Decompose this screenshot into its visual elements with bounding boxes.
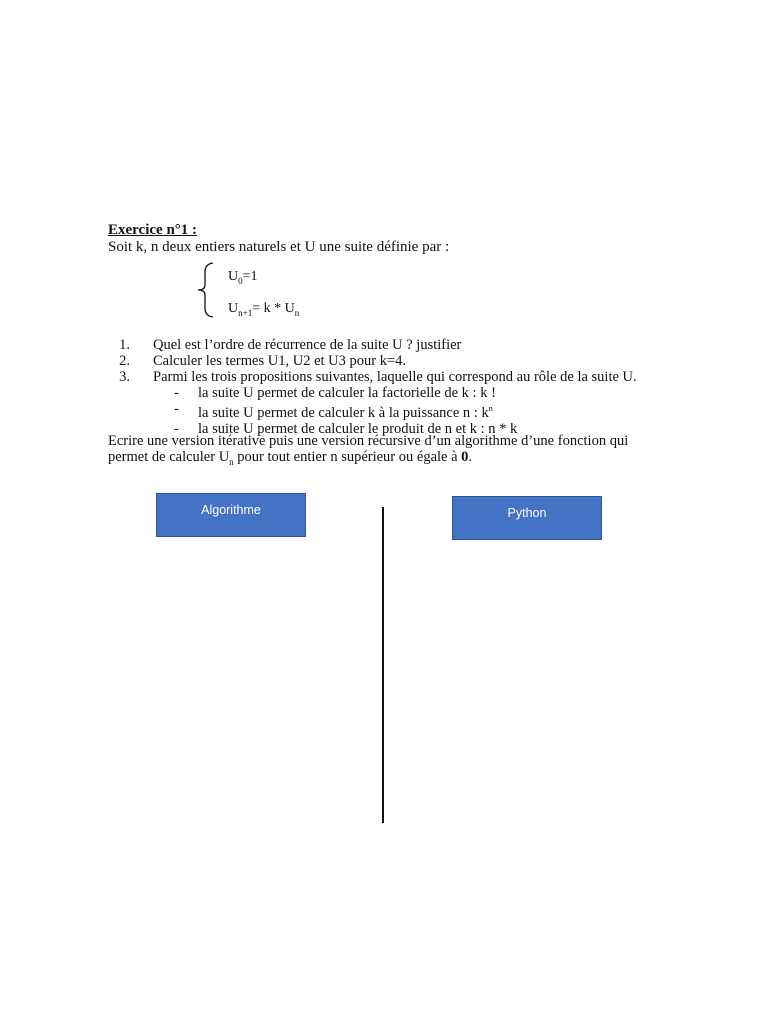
bullet-dash: - — [174, 401, 179, 417]
proposition-text: la suite U permet de calculer la factorielle de k : k ! — [198, 385, 496, 401]
final-instruction-line2: permet de calculer $U_n$ pour tout entier n supérieur ou égale à 0. — [108, 449, 473, 467]
proposition-text: la suite U permet de calculer k à la puissance n : $k^n$ — [198, 404, 493, 421]
proposition-item — [108, 385, 688, 401]
proposition-item — [108, 401, 688, 421]
vertical-divider — [382, 507, 384, 823]
question-item — [108, 337, 688, 353]
python-box: Python — [452, 496, 602, 540]
question-number: 1. — [119, 337, 130, 353]
question-number: 2. — [119, 353, 130, 369]
question-item — [108, 369, 688, 385]
bullet-dash: - — [174, 420, 179, 437]
final-instruction-line1: Ecrire une version itérative puis une version récursive d’un algorithme d’une fonction qui — [108, 433, 629, 449]
curly-brace-icon — [195, 262, 217, 318]
proposition-text: la suite U permet de calculer le produit de n et k : n * k — [198, 420, 518, 437]
question-text: Quel est l’ordre de récurrence de la suite U ? justifier — [153, 337, 462, 353]
question-text: Calculer les termes U1, U2 et U3 pour k=4. — [153, 353, 407, 369]
question-text: Parmi les trois propositions suivantes, laquelle qui correspond au rôle de la suite U. — [153, 369, 637, 385]
question-number: 3. — [119, 369, 130, 385]
equation-initial-term: $U_0=1$ — [228, 269, 258, 286]
algorithme-box: Algorithme — [156, 493, 306, 537]
exercise-intro: Soit k, n deux entiers naturels et U une suite définie par : — [108, 239, 450, 255]
final-instruction — [108, 433, 628, 470]
equation-recurrence: $U_{n+1}= k * U_n$ — [228, 301, 300, 318]
question-list — [108, 337, 688, 437]
exercise-title: Exercice n°1 : — [108, 222, 198, 238]
bullet-dash: - — [174, 385, 179, 401]
question-item — [108, 353, 688, 369]
